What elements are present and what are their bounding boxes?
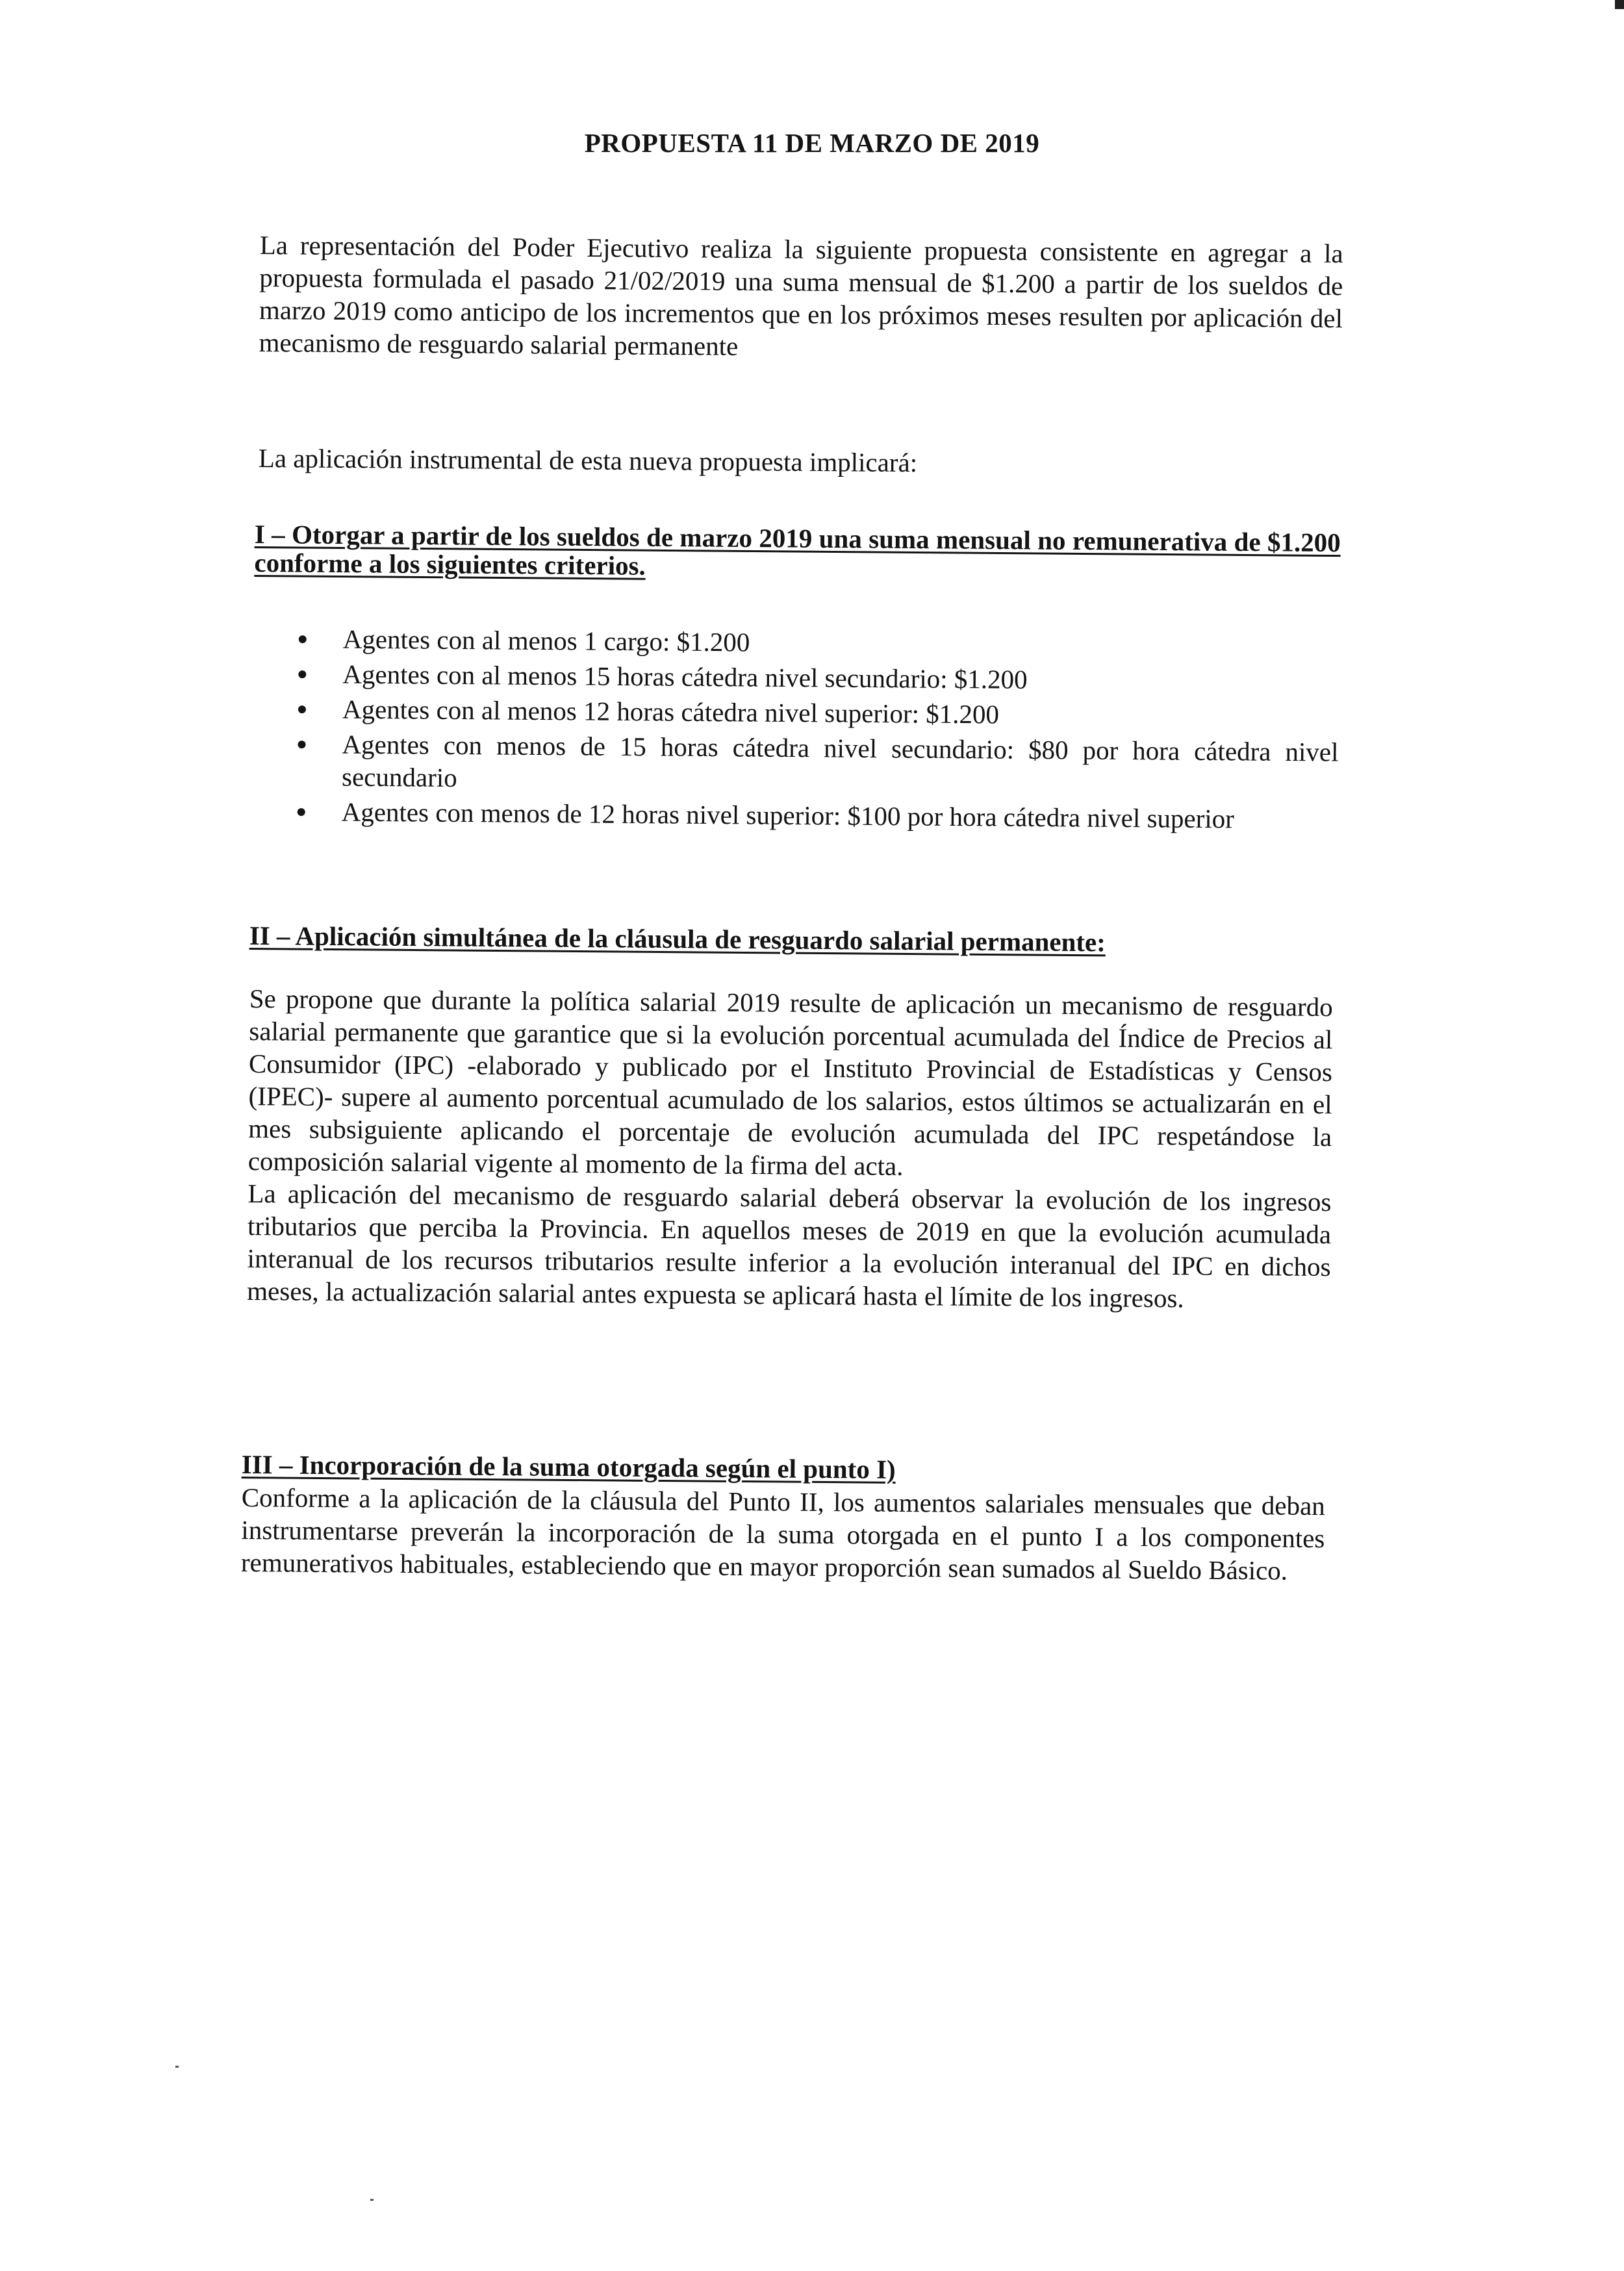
section-3-body	[241, 1481, 1325, 1587]
section-3-heading: III – Incorporación de la suma otorgada según el punto I)	[241, 1449, 896, 1484]
list-item-text: Agentes con al menos 15 horas cátedra nivel secundario: $1.200	[342, 659, 1028, 694]
bullet-icon	[298, 670, 306, 678]
section-3-paragraph: Conforme a la aplicación de la cláusula del Punto II, los aumentos salariales mensuales que deban instrumentarse preverán la incorporación de la suma otorgada en el punto I a los componentes remunerativos habituales, estableciendo que en mayor proporción sean sumados al Sueldo Básico.	[240, 1482, 1325, 1586]
bullet-icon	[298, 705, 306, 713]
list-item	[293, 657, 1339, 698]
list-item	[292, 795, 1338, 836]
section-2-paragraph-2: La aplicación del mecanismo de resguardo salarial deberá observar la evolución de los ingresos tributarios que perciba la Provincia. En aquellos meses de 2019 en que la evolución acumulada interanual de los recursos tributarios resulte inferior a la evolución interanual del IPC en dichos meses, la actualización salarial antes expuesta se aplicará hasta el límite de los ingresos.	[247, 1178, 1332, 1313]
list-item	[294, 622, 1339, 663]
implementation-text: La aplicación instrumental de esta nueva propuesta implicará:	[258, 442, 918, 478]
section-1-heading: I – Otorgar a partir de los sueldos de marzo 2019 una suma mensual no remunerativa de $1.200 conforme a los siguientes criterios.	[254, 519, 1341, 581]
section-2-heading: II – Aplicación simultánea de la cláusula de resguardo salarial permanente:	[249, 920, 1106, 958]
section-2-body	[247, 982, 1333, 1315]
scan-speck	[175, 2066, 179, 2068]
list-item	[293, 692, 1339, 733]
list-item-text: Agentes con menos de 12 horas nivel superior: $100 por hora cátedra nivel superior	[341, 796, 1235, 834]
bullet-icon	[298, 741, 305, 748]
list-item	[292, 728, 1339, 801]
list-item-text: Agentes con menos de 15 horas cátedra nivel secundario: $80 por hora cátedra nivel secundario	[341, 729, 1339, 793]
scan-speck	[370, 2199, 374, 2201]
criteria-list	[292, 622, 1339, 839]
intro-text: La representación del Poder Ejecutivo realiza la siguiente propuesta consistente en agregar a la propuesta formulada el pasado 21/02/2019 una suma mensual de $1.200 a partir de los sueldos de marzo 2019 como anticipo de los incrementos que en los próximos meses resulten por aplicación del mecanismo de resguardo salarial permanente	[259, 229, 1343, 361]
intro-paragraph	[259, 229, 1343, 367]
bullet-icon	[299, 635, 307, 643]
document-title: PROPUESTA 11 DE MARZO DE 2019	[584, 128, 1040, 158]
bullet-icon	[298, 808, 305, 816]
list-item-text: Agentes con al menos 1 cargo: $1.200	[342, 624, 750, 657]
implementation-paragraph	[259, 442, 1342, 482]
list-item-text: Agentes con al menos 12 horas cátedra nivel superior: $1.200	[342, 694, 1000, 730]
scan-mark	[1615, 0, 1624, 9]
section-2-paragraph-1: Se propone que durante la política salarial 2019 resulte de aplicación un mecanismo de resguardo salarial permanente que garantice que si la evolución porcentual acumulada del Índice de Precios al Consumidor (IPC) -elaborado y publicado por el Instituto Provincial de Estadísticas y Censos (IPEC)- supere al aumento porcentual acumulado de los salarios, estos últimos se actualizarán en el mes subsiguiente aplicando el porcentaje de evolución acumulada del IPC respetándose la composición salarial vigente al momento de la firma del acta.	[247, 983, 1333, 1181]
